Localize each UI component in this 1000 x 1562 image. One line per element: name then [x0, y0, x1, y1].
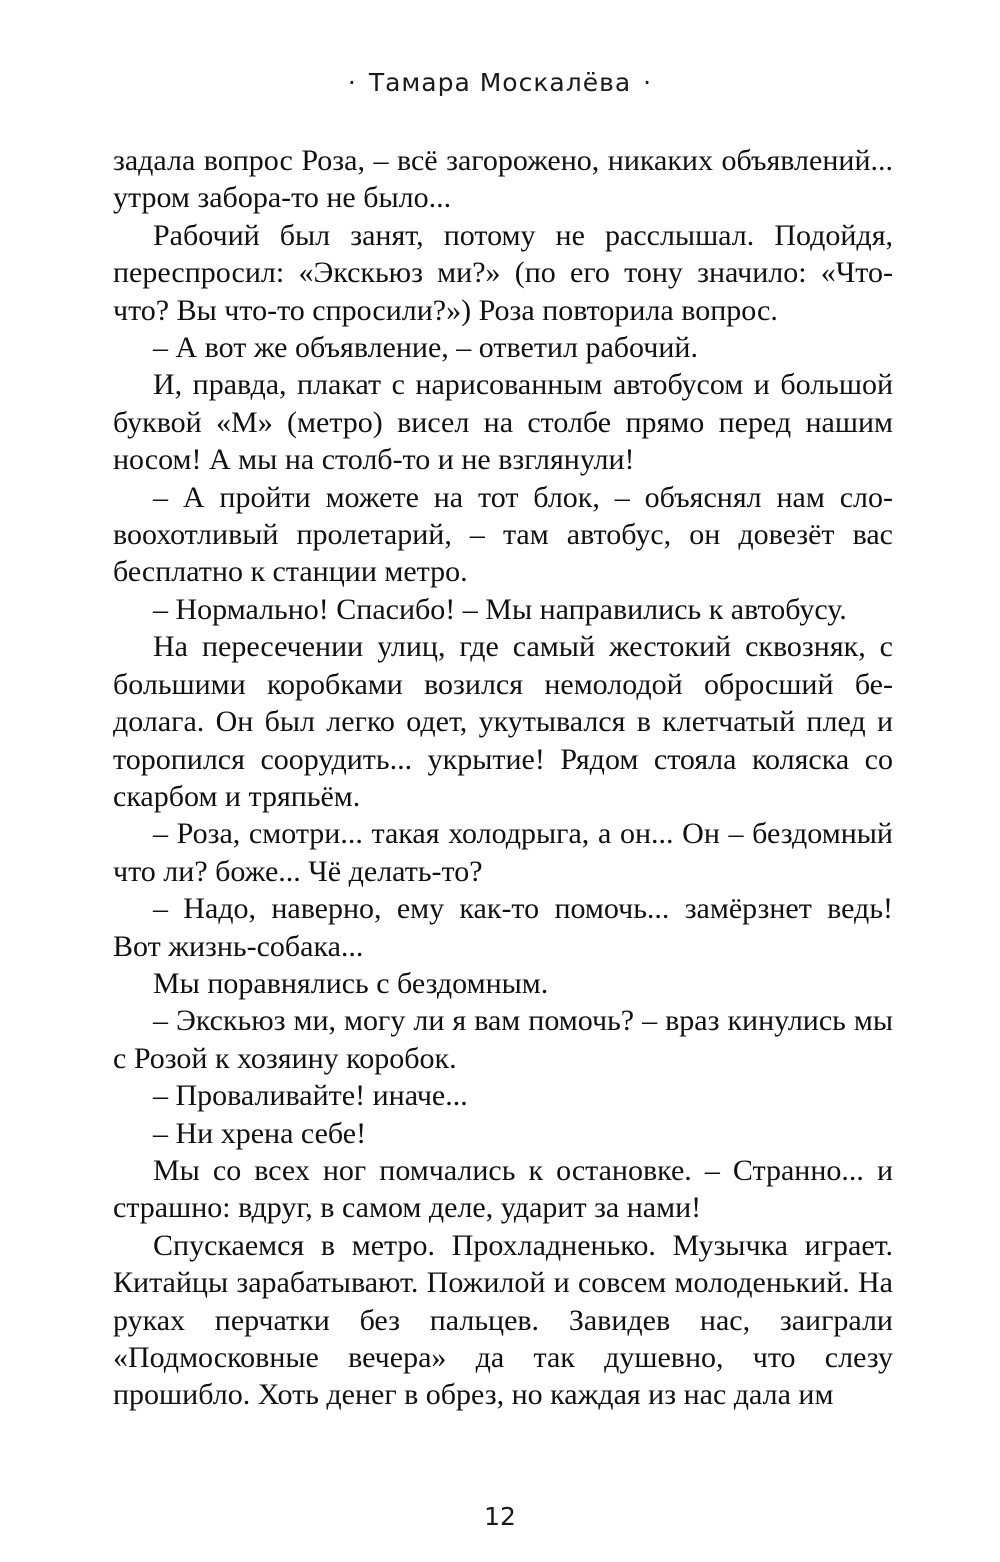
paragraph: Мы со всех ног помчались к остановке. – Странно... и страшно: вдруг, в самом деле, ударит за нами! [113, 1153, 893, 1225]
dialogue-line: – Экскьюз ми, могу ли я вам помочь? – враз кинулись мы с Розой к хозяину коробок. [113, 1004, 893, 1075]
author-name: Тамара Москалёва [368, 68, 632, 97]
dialogue-line: – А вот же объявление, – ответил рабочий. [153, 331, 698, 365]
header-separator-right: · [643, 68, 653, 97]
page-number: 12 [484, 1502, 516, 1531]
dialogue-line: – Ни хрена себе! [153, 1116, 367, 1150]
paragraph: Рабочий был занят, потому не расслышал. Подойдя, переспросил: «Экскьюз ми?» (по его тону значило: «Что-что? Вы что-то спросили?») Роза повторила вопрос. [113, 218, 893, 327]
dialogue-line: – А пройти можете на тот блок, – объяснял нам словоохотливый пролетарий, – там автобус, он довезёт вас бесплатно к станции метро. [113, 480, 893, 589]
header-separator-left: · [347, 68, 357, 97]
paragraph: И, правда, плакат с нарисованным автобусом и большой буквой «М» (метро) висел на столбе прямо перед нашим носом! А мы на столб-то и не взглянули! [113, 368, 893, 477]
dialogue-line: – Проваливайте! иначе... [153, 1079, 468, 1113]
paragraph-continued: задала вопрос Роза, – всё загорожено, никаких объявлений... утром забора-то не было... [113, 144, 893, 215]
dialogue-line: – Роза, смотри... такая холодрыга, а он... Он – бездомный что ли? боже... Чё делать-то? [113, 817, 893, 888]
running-head [0, 68, 1000, 97]
dialogue-line: – Нормально! Спасибо! – Мы направились к автобусу. [153, 592, 847, 626]
paragraph: На пересечении улиц, где самый жестокий сквозняк, с большими коробками возился немолодой обросший бедолага. Он был легко одет, укутывался в клетчатый плед и торопился соорудить... укрытие! Рядом стояла коляска со скарбом и тряпьём. [113, 630, 893, 813]
paragraph: Спускаемся в метро. Прохладненько. Музычка играет. Китайцы зарабатывают. Пожилой и совсем молоденький. На руках перчатки без пальцев. Завидев нас, заиграли «Подмосковные вечера» да так душевно, что слезу прошибло. Хоть денег в обрез, но каждая из нас дала им [113, 1228, 893, 1412]
dialogue-line: – Надо, наверно, ему как-то помочь... замёрзнет ведь! Вот жизнь-собака... [113, 892, 893, 963]
paragraph: Мы поравнялись с бездомным. [153, 966, 549, 1000]
body-text [113, 142, 893, 1414]
